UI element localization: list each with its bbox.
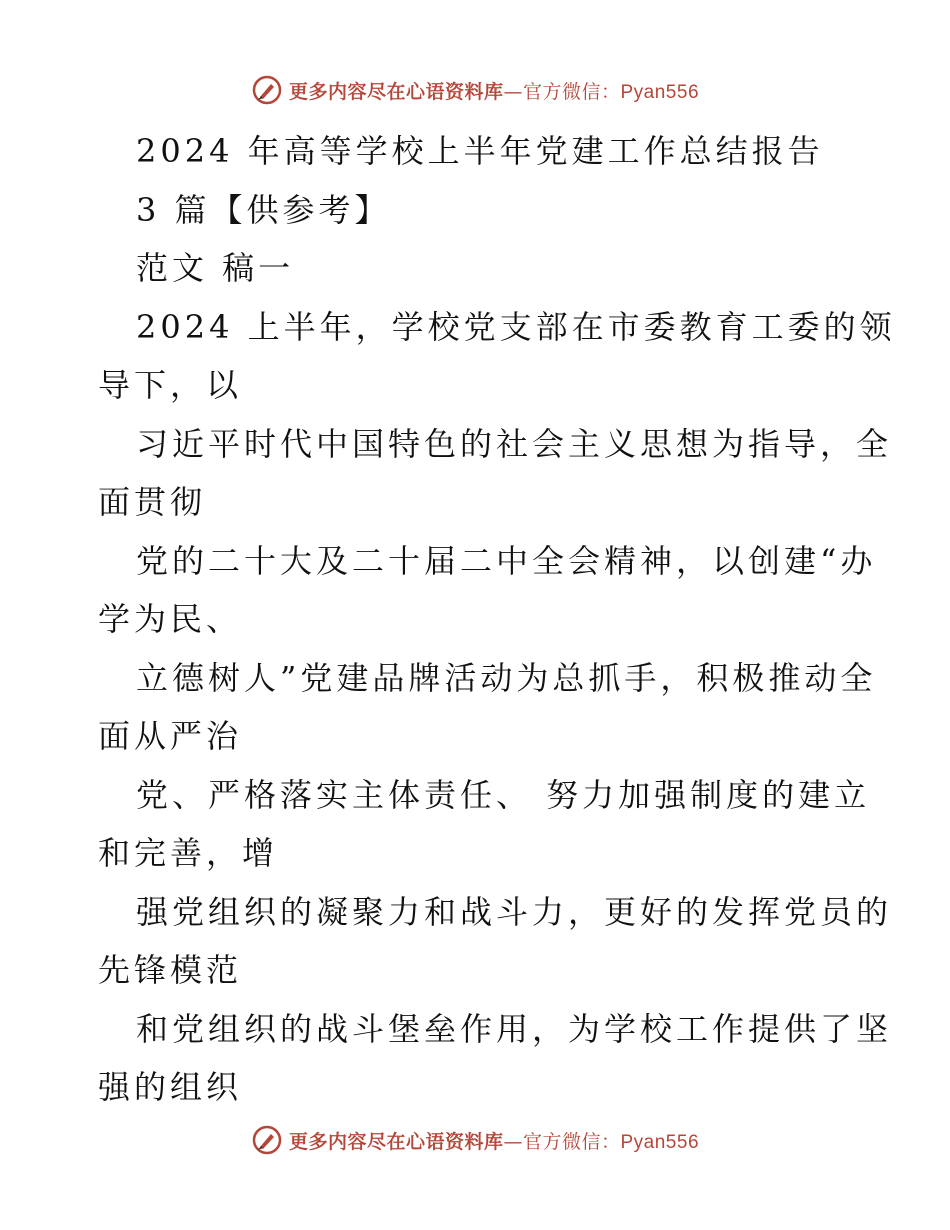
- doc-line: 和党组织的战斗堡垒作用，为学校工作提供了坚: [136, 1009, 893, 1048]
- watermark-dash: —官方微信：: [503, 80, 621, 103]
- watermark-main: 更多内容尽在心语资料库: [288, 80, 504, 103]
- doc-line: 先锋模范: [98, 951, 243, 989]
- doc-line: 习近平时代中国特色的社会主义思想为指导，全: [136, 424, 893, 463]
- doc-line: 强的组织: [98, 1068, 243, 1106]
- doc-line: 立德树人”党建品牌活动为总抓手，积极推动全: [136, 658, 877, 697]
- doc-line: 面贯彻: [98, 483, 207, 521]
- watermark-text: [289, 1127, 699, 1154]
- doc-line: 范文 稿一: [136, 249, 295, 287]
- doc-line: 党、严格落实主体责任、 努力加强制度的建立: [136, 775, 871, 814]
- doc-line: 2024 年高等学校上半年党建工作总结报告: [136, 132, 824, 170]
- doc-line: 和完善，增: [98, 834, 279, 872]
- watermark-text: [289, 77, 699, 104]
- watermark-dash: —官方微信：: [503, 1130, 621, 1153]
- footer-watermark: [0, 1120, 950, 1160]
- doc-line: 导下，以: [98, 366, 243, 404]
- doc-line: 学为民、: [98, 600, 243, 638]
- document-body: [98, 122, 896, 1117]
- pen-circle-icon: [251, 74, 283, 106]
- pen-circle-icon: [251, 1124, 283, 1156]
- doc-line: 2024 上半年，学校党支部在市委教育工委的领: [136, 307, 896, 346]
- doc-line: 党的二十大及二十届二中全会精神，以创建“办: [136, 541, 877, 580]
- watermark-main: 更多内容尽在心语资料库: [288, 1130, 504, 1153]
- doc-line: 强党组织的凝聚力和战斗力，更好的发挥党员的: [136, 892, 893, 931]
- doc-line: 3 篇【供参考】: [136, 190, 391, 229]
- header-watermark: [0, 70, 950, 110]
- watermark-id: Pyan556: [620, 81, 700, 103]
- watermark-id: Pyan556: [620, 1131, 700, 1153]
- doc-line: 面从严治: [98, 717, 243, 755]
